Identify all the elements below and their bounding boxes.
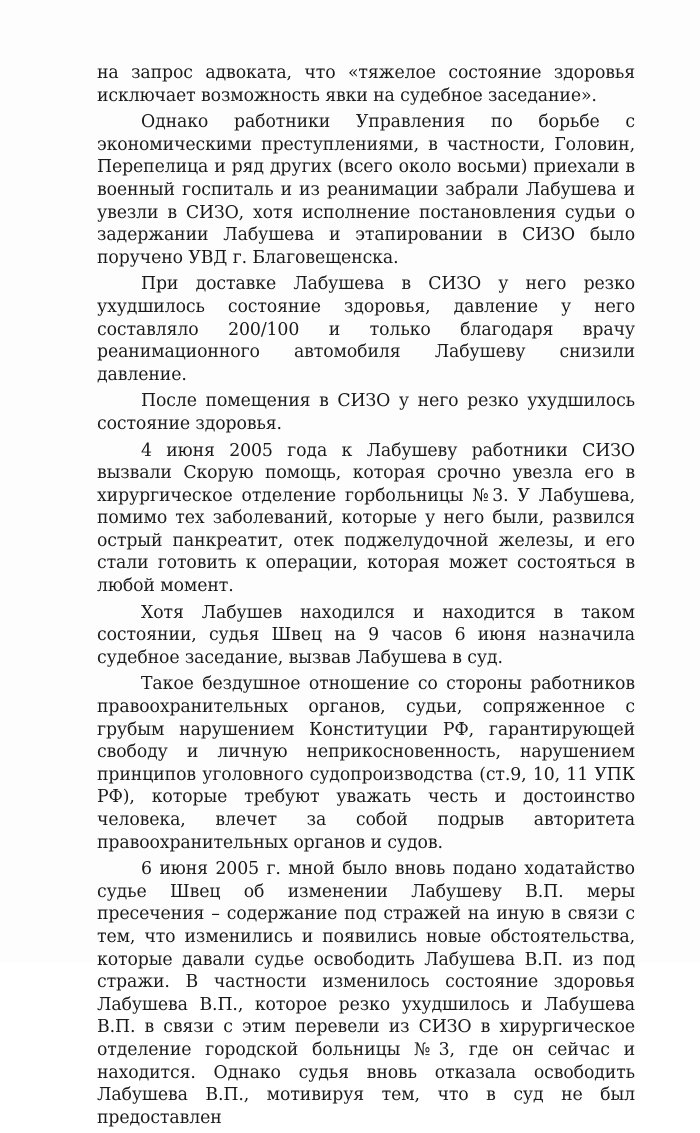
paragraph-delivery-to-sizo: При доставке Лабушева в СИЗО у него резко ухудшилось состояние здоровья, давление у него составляло 200/100 и только благодаря врачу реанимационного автомобиля Лабушеву снизили давление. <box>97 274 635 385</box>
document-body <box>97 62 635 1133</box>
paragraph-june-6-petition: 6 июня 2005 г. мной было вновь подано ходатайство судье Швец об изменении Лабушеву В.П. меры пресечения – содержание под стражей на иную в связи с тем, что изменились и появились новые обстоятельства, которые давали судье освободить Лабушева В.П. из под стражи. В частности изменилось состояние здоровья Лабушева В.П., которое резко ухудшилось и Лабушева В.П. в связи с этим перевели из СИЗО в хирургическое отделение городской больницы №3, где он сейчас и находится. Однако судья вновь отказала освободить Лабушева В.П., мотивируя тем, что в суд не был предоставлен <box>97 859 635 1128</box>
paragraph-court-session: Хотя Лабушев находился и находится в таком состоянии, судья Швец на 9 часов 6 июня назначила судебное заседание, вызвав Лабушева в суд. <box>97 602 635 668</box>
paragraph-june-4: 4 июня 2005 года к Лабушеву работники СИЗО вызвали Скорую помощь, которая срочно увезла его в хирургическое отделение горбольницы №3. У Лабушева, помимо тех заболеваний, которые у него были, развился острый панкреатит, отек поджелудочной железы, и его стали готовить к операции, которая может состояться в любой момент. <box>97 440 635 597</box>
paragraph-ubep-officers: Однако работники Управления по борьбе с экономическими преступлениями, в частности, Головин, Перепелица и ряд других (всего около восьми) приехали в военный госпиталь и из реанимации забрали Лабушева и увезли в СИЗО, хотя исполнение постановления судьи о задержании Лабушева и этапировании в СИЗО было поручено УВД г. Благовещенска. <box>97 112 635 268</box>
paragraph-after-placement: После помещения в СИЗО у него резко ухудшилось состояние здоровья. <box>97 391 635 434</box>
paragraph-heartless-attitude: Такое бездушное отношение со стороны работников правоохранительных органов, судьи, сопряженное с грубым нарушением Конституции РФ, гарантирующей свободу и личную неприкосновенность, нарушением принципов уголовного судопроизводства (ст.9, 10, 11 УПК РФ), которые требуют уважать честь и достоинство человека, влечет за собой подрыв авторитета правоохранительных органов и судов. <box>97 674 635 853</box>
paragraph-continuation: на запрос адвоката, что «тяжелое состояние здоровья исключает возможность явки на судебное заседание». <box>97 63 635 106</box>
